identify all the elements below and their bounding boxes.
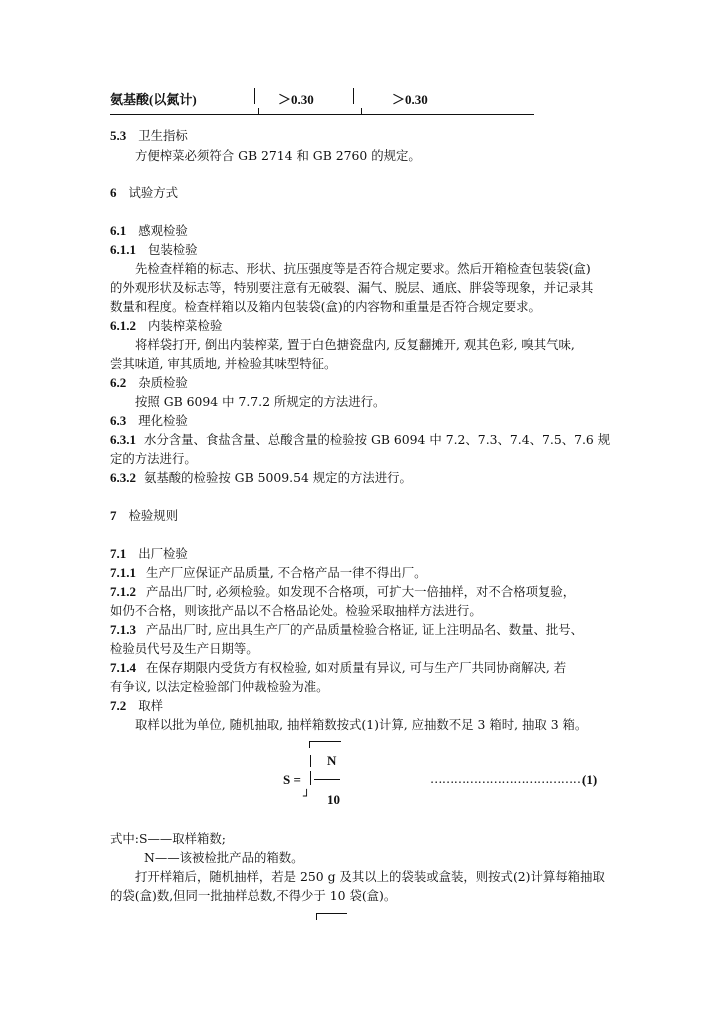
table-row-label: 氨基酸(以氮计): [110, 92, 197, 107]
paragraph-line: 6.3.1 水分含量、食盐含量、总酸含量的检验按 GB 6094 中 7.2、7.3、7.4、7.5、7.6 规: [110, 432, 611, 447]
formula-bracket-left: [309, 741, 310, 748]
section-heading: 6.1.2 内装榨菜检验: [110, 318, 223, 333]
paragraph-line: 检验员代号及生产日期等。: [110, 641, 259, 656]
paragraph-line: 的外观形状及标志等，特别要注意有无破裂、漏气、脱层、通底、胖袋等现象，并记录其: [110, 280, 594, 295]
section-heading: 6.2 杂质检验: [110, 375, 188, 390]
paragraph-line: 取样以批为单位, 随机抽取, 抽样箱数按式(1)计算, 应抽数不足 3 箱时, 抽取 3 箱。: [135, 717, 588, 732]
formula-leader: …………………………………: [430, 771, 585, 786]
formula-hook: ┘: [303, 789, 311, 803]
section-heading: 6.1 感观检验: [110, 223, 188, 238]
section-heading: 7 检验规则: [110, 508, 179, 523]
formula-where-line: N——该被检批产品的箱数。: [144, 850, 304, 865]
formula-2-bracket-left: [316, 913, 317, 920]
formula-denominator: 10: [327, 792, 340, 807]
formula-number: (1): [582, 772, 598, 787]
section-heading: 6.1.1 包装检验: [110, 242, 198, 257]
paragraph-line: 如仍不合格，则该批产品以不合格品论处。检验采取抽样方法进行。: [110, 603, 482, 618]
table-tick: [361, 108, 362, 114]
paragraph-line: 的袋(盒)数,但同一批抽样总数,不得少于 10 袋(盒)。: [110, 888, 397, 903]
paragraph-line: 6.3.2 氨基酸的检验按 GB 5009.54 规定的方法进行。: [110, 470, 412, 485]
section-heading: 7.2 取样: [110, 698, 164, 713]
formula-numerator: N: [327, 753, 337, 768]
paragraph-line: 7.1.3 产品出厂时, 应出具生产厂的产品质量检验合格证, 证上注明品名、数量、批号、: [110, 622, 584, 637]
formula-radical-bar: [310, 755, 311, 767]
paragraph-line: 将样袋打开, 倒出内装榨菜, 置于白色搪瓷盘内, 反复翻摊开, 观其色彩, 嗅其气味,: [135, 337, 575, 352]
table-cell-value-2: ＞0.30: [392, 92, 428, 107]
table-cell-value-1: ＞0.30: [278, 92, 314, 107]
section-heading: 6 试验方式: [110, 185, 179, 200]
formula-2-bracket-top: [316, 913, 347, 914]
paragraph-line: 打开样箱后，随机抽样，若是 250 g 及其以上的袋装或盒装，则按式(2)计算每箱抽取: [135, 869, 605, 884]
table-tick: [258, 108, 259, 114]
paragraph-line: 数量和程度。检查样箱以及箱内包装袋(盒)的内容物和重量是否符合规定要求。: [110, 299, 541, 314]
formula-fraction-bar: [314, 779, 340, 780]
table-bottom-rule: [110, 114, 534, 115]
paragraph-line: 按照 GB 6094 中 7.7.2 所规定的方法进行。: [135, 394, 386, 409]
paragraph-line: 定的方法进行。: [110, 451, 197, 466]
section-heading: 5.3 卫生指标: [110, 128, 188, 143]
paragraph-line: 7.1.1 生产厂应保证产品质量, 不合格产品一律不得出厂。: [110, 565, 427, 580]
paragraph-line: 7.1.4 在保存期限内受货方有权检验, 如对质量有异议, 可与生产厂共同协商解决, 若: [110, 660, 567, 675]
paragraph-line: 先检查样箱的标志、形状、抗压强度等是否符合规定要求。然后开箱检查包装袋(盒): [135, 261, 591, 276]
paragraph-line: 有争议, 以法定检验部门仲裁检验为准。: [110, 679, 329, 694]
section-heading: 6.3 理化检验: [110, 413, 188, 428]
paragraph-line: 方便榨菜必须符合 GB 2714 和 GB 2760 的规定。: [135, 148, 421, 163]
formula-bracket-top: [309, 741, 341, 742]
table-col-divider: [353, 88, 354, 104]
section-heading: 7.1 出厂检验: [110, 546, 188, 561]
formula-radical-bar: [310, 771, 311, 785]
table-col-divider: [254, 88, 255, 104]
paragraph-line: 7.1.2 产品出厂时, 必须检验。如发现不合格项，可扩大一倍抽样，对不合格项复验，: [110, 584, 576, 599]
formula-where-line: 式中:S——取样箱数;: [110, 831, 226, 846]
formula-lhs: S =: [283, 772, 301, 787]
paragraph-line: 尝其味道, 审其质地, 并检验其味型特征。: [110, 356, 337, 371]
